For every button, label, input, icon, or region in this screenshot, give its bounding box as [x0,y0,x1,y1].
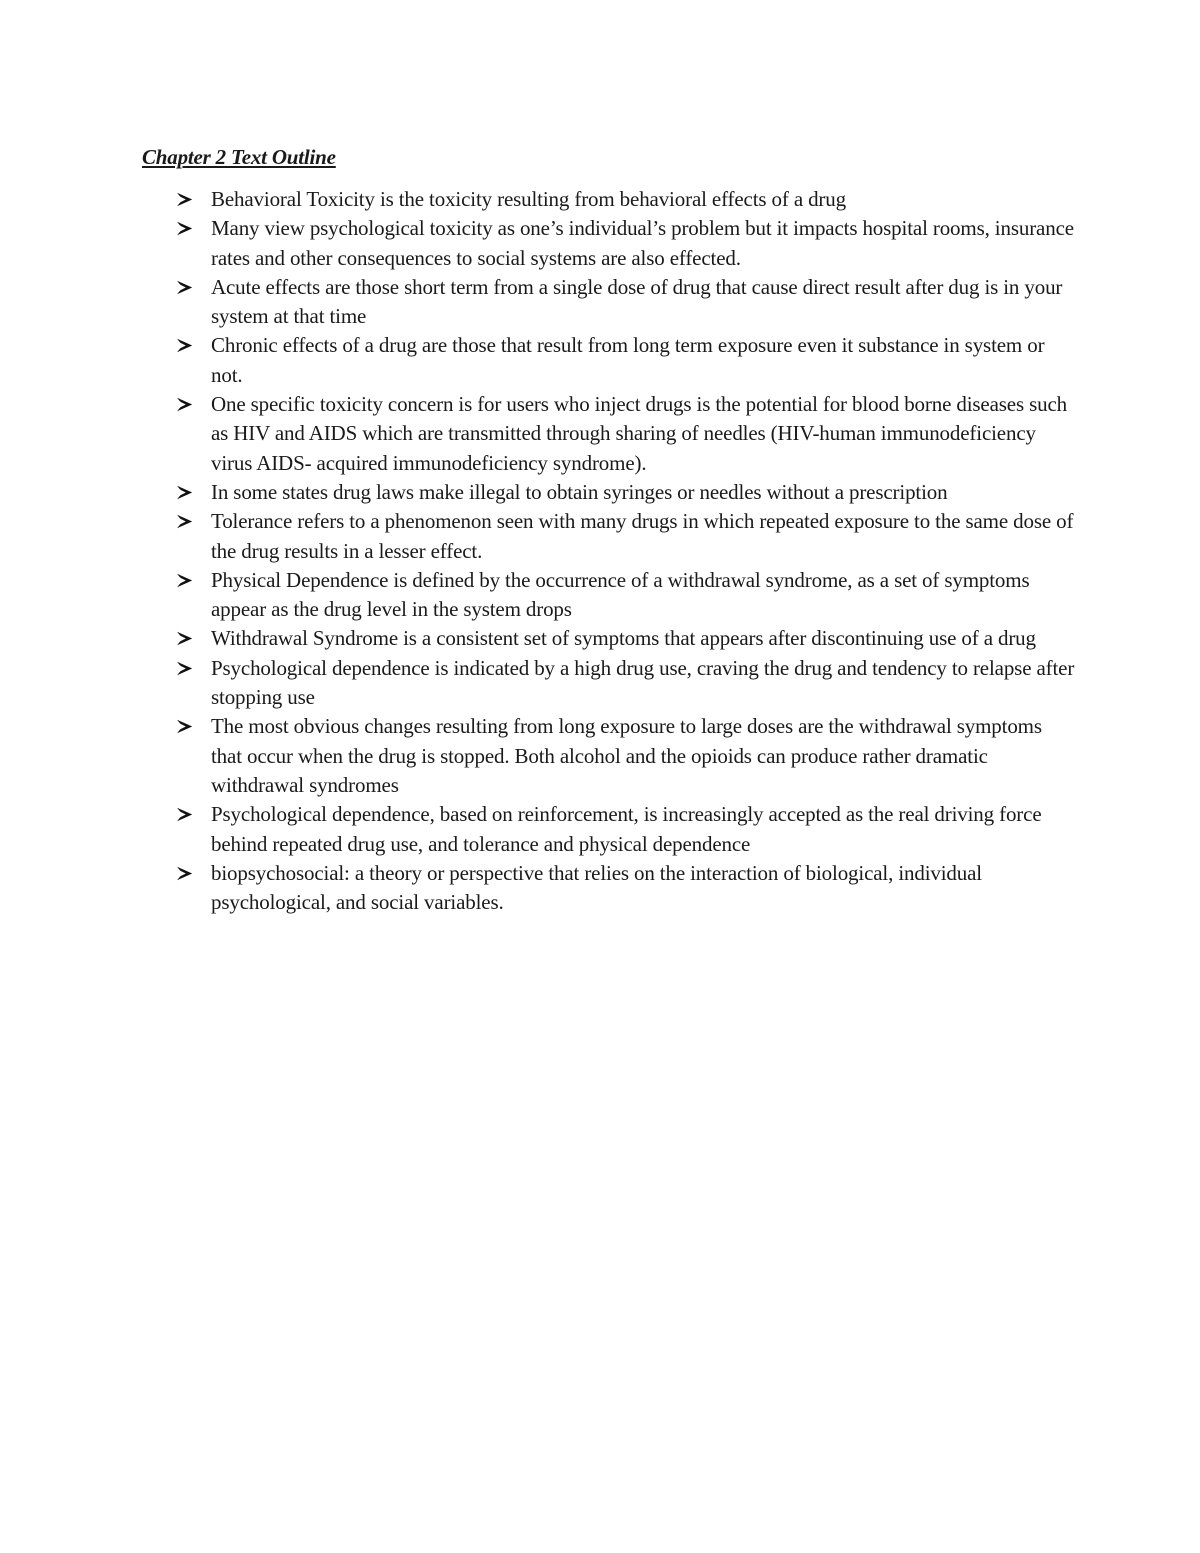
arrowhead-bullet-icon [176,573,193,588]
arrowhead-bullet-icon [176,866,193,881]
list-item [176,478,1076,507]
arrowhead-bullet-icon [176,719,193,734]
arrowhead-bullet-icon [176,221,193,236]
arrowhead-bullet-icon [176,485,193,500]
list-item [176,507,1076,566]
arrowhead-bullet-icon [176,631,193,646]
list-item-text: Psychological dependence is indicated by a high drug use, craving the drug and tendency to relapse after stopping use [211,655,1075,710]
list-item [176,566,1076,625]
list-item-text: biopsychosocial: a theory or perspective that relies on the interaction of biological, individual psychological, and social variables. [211,860,982,915]
list-item-text: One specific toxicity concern is for users who inject drugs is the potential for blood borne diseases such as HIV and AIDS which are transmitted through sharing of needles (HIV-human immunodeficiency virus AIDS- acquired immunodeficiency syndrome). [211,392,1067,475]
list-item [176,800,1076,859]
list-item-text: Physical Dependence is defined by the occurrence of a withdrawal syndrome, as a set of symptoms appear as the drug level in the system drops [211,567,1030,622]
list-item [176,624,1076,653]
list-item-text: Psychological dependence, based on reinforcement, is increasingly accepted as the real driving force behind repeated drug use, and tolerance and physical dependence [211,802,1042,856]
arrowhead-bullet-icon [176,661,193,676]
page-title: Chapter 2 Text Outline [142,145,336,169]
outline-list [176,185,1076,917]
arrowhead-bullet-icon [176,192,193,207]
list-item [176,712,1076,800]
list-item-text: Withdrawal Syndrome is a consistent set of symptoms that appears after discontinuing use of a drug [211,626,1036,651]
list-item-text: Behavioral Toxicity is the toxicity resulting from behavioral effects of a drug [211,187,846,211]
arrowhead-bullet-icon [176,397,193,412]
list-item [176,390,1076,478]
arrowhead-bullet-icon [176,807,193,822]
list-item [176,214,1076,273]
list-item-text: Tolerance refers to a phenomenon seen with many drugs in which repeated exposure to the same dose of the drug results in a lesser effect. [211,509,1074,563]
arrowhead-bullet-icon [176,280,193,295]
arrowhead-bullet-icon [176,338,193,353]
list-item-text: In some states drug laws make illegal to obtain syringes or needles without a prescription [211,479,948,504]
list-item [176,273,1076,332]
list-item [176,331,1076,390]
list-item [176,654,1076,713]
arrowhead-bullet-icon [176,514,193,529]
list-item-text: Chronic effects of a drug are those that result from long term exposure even it substance in system or not. [211,333,1045,387]
list-item-text: Many view psychological toxicity as one’s individual’s problem but it impacts hospital rooms, insurance rates and other consequences to social systems are also effected. [211,216,1074,270]
list-item [176,185,1076,214]
list-item-text: Acute effects are those short term from a single dose of drug that cause direct result after dug is in your system at that time [211,274,1063,329]
list-item [176,859,1076,918]
list-item-text: The most obvious changes resulting from long exposure to large doses are the withdrawal symptoms that occur when the drug is stopped. Both alcohol and the opioids can produce rather dramatic withdrawal syndromes [211,714,1042,797]
